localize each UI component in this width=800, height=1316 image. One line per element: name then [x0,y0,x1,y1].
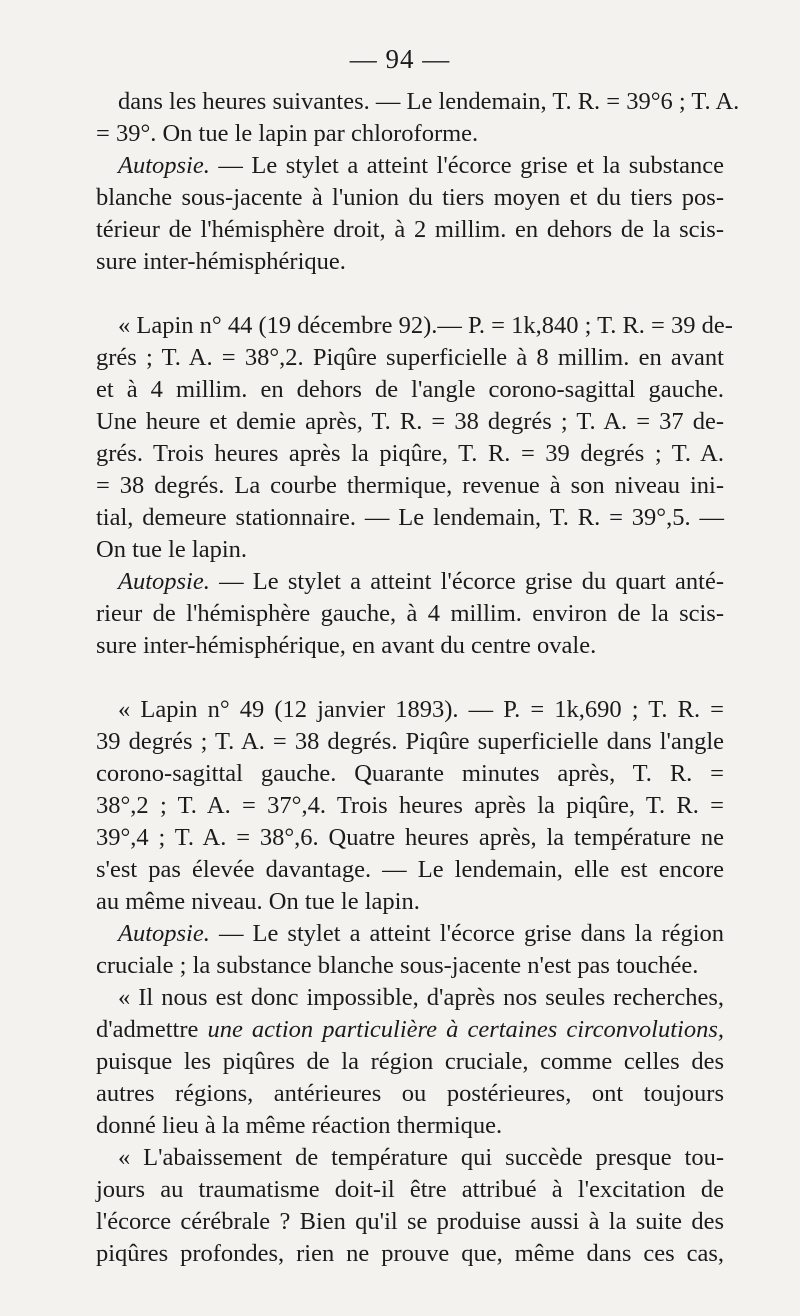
text-line [96,374,724,406]
line-text: grés. Trois heures après la piqûre, T. R. = 39 degrés ; T. A. [96,440,724,467]
text-line [96,726,724,758]
line-text: donné lieu à la même réaction thermique. [96,1112,503,1139]
line-text: « Lapin n° 44 (19 décembre 92).— P. = 1k,840 ; T. R. = 39 de- [118,312,733,339]
text-line [96,982,724,1014]
italic-lead: Autopsie. [118,152,210,179]
line-text: On tue le lapin. [96,536,248,563]
text-line [96,630,724,662]
page-number: — 94 — [349,44,451,74]
text-line [96,566,724,598]
text-line [96,502,724,534]
text-line [96,470,724,502]
italic-lead: Autopsie. [118,568,210,595]
text-line [96,1206,724,1238]
line-text: = 39°. On tue le lapin par chloroforme. [96,120,479,147]
line-text: — Le stylet a atteint l'écorce grise du quart anté- [209,568,724,595]
line-text: jours au traumatisme doit-il être attribué à l'excitation de [96,1176,724,1203]
line-text: grés ; T. A. = 38°,2. Piqûre superficielle à 8 millim. en avant [96,344,724,371]
text-line [96,1142,724,1174]
text-line [96,758,724,790]
paragraph-gap [96,278,724,310]
text-line [96,790,724,822]
paragraph-gap [96,662,724,694]
text-line [96,1014,724,1046]
text-line [96,886,724,918]
line-text: — Le stylet a atteint l'écorce grise et la substance [209,152,724,179]
text-line [96,918,724,950]
paragraph [96,918,724,982]
paragraph [96,566,724,662]
paragraph [96,1142,724,1270]
italic-tail: une action particulière à certaines circonvolutions, [207,1016,724,1043]
line-text: tial, demeure stationnaire. — Le lendemain, T. R. = 39°,5. — [96,504,724,531]
text-line [96,406,724,438]
line-text: corono-sagittal gauche. Quarante minutes après, T. R. = [96,760,724,787]
paragraph [96,86,740,150]
text-line [96,1174,724,1206]
text-line [96,118,724,150]
line-text: Une heure et demie après, T. R. = 38 degrés ; T. A. = 37 de- [96,408,724,435]
paragraph [96,150,724,278]
line-text: — Le stylet a atteint l'écorce grise dans la région [209,920,724,947]
text-line [96,598,724,630]
line-text: autres régions, antérieures ou postérieures, ont toujours [96,1080,724,1107]
line-text: sure inter-hémisphérique, en avant du centre ovale. [96,632,597,659]
line-text: « L'abaissement de température qui succède presque tou- [118,1144,724,1171]
text-line [96,310,733,342]
line-text: blanche sous-jacente à l'union du tiers moyen et du tiers pos- [96,184,724,211]
text-line [96,534,724,566]
text-line [96,1046,724,1078]
line-text: s'est pas élevée davantage. — Le lendemain, elle est encore [96,856,724,883]
paragraph [96,694,724,918]
text-line [96,246,724,278]
text-line [96,214,724,246]
line-text: au même niveau. On tue le lapin. [96,888,420,915]
text-line [96,822,724,854]
line-text: térieur de l'hémisphère droit, à 2 millim. en dehors de la scis- [96,216,724,243]
text-line [96,694,724,726]
body-text [96,86,740,1270]
text-line [96,1110,724,1142]
italic-lead: Autopsie. [118,920,210,947]
line-text: 39 degrés ; T. A. = 38 degrés. Piqûre superficielle dans l'angle [96,728,724,755]
text-line [96,854,724,886]
text-line [96,150,724,182]
line-text: l'écorce cérébrale ? Bien qu'il se produise aussi à la suite des [96,1208,724,1235]
line-text: puisque les piqûres de la région cruciale, comme celles des [96,1048,724,1075]
line-text: 39°,4 ; T. A. = 38°,6. Quatre heures après, la température ne [96,824,724,851]
text-line [96,86,740,118]
line-text: dans les heures suivantes. — Le lendemain, T. R. = 39°6 ; T. A. [118,88,740,115]
line-text: et à 4 millim. en dehors de l'angle corono-sagittal gauche. [96,376,724,403]
text-line [96,950,724,982]
paragraph [96,310,733,566]
line-text: 38°,2 ; T. A. = 37°,4. Trois heures après la piqûre, T. R. = [96,792,724,819]
text-line [96,342,724,374]
line-text: piqûres profondes, rien ne prouve que, même dans ces cas, [96,1240,724,1267]
text-line [96,182,724,214]
text-line [96,1238,724,1270]
line-text: « Il nous est donc impossible, d'après nos seules recherches, [118,984,724,1011]
line-text: = 38 degrés. La courbe thermique, revenue à son niveau ini- [96,472,724,499]
line-text: d'admettre [96,1016,208,1043]
line-text: rieur de l'hémisphère gauche, à 4 millim. environ de la scis- [96,600,724,627]
text-line [96,438,724,470]
text-line [96,1078,724,1110]
line-text: cruciale ; la substance blanche sous-jacente n'est pas touchée. [96,952,699,979]
line-text: sure inter-hémisphérique. [96,248,346,275]
line-text: « Lapin n° 49 (12 janvier 1893). — P. = 1k,690 ; T. R. = [118,696,724,723]
paragraph [96,982,724,1142]
